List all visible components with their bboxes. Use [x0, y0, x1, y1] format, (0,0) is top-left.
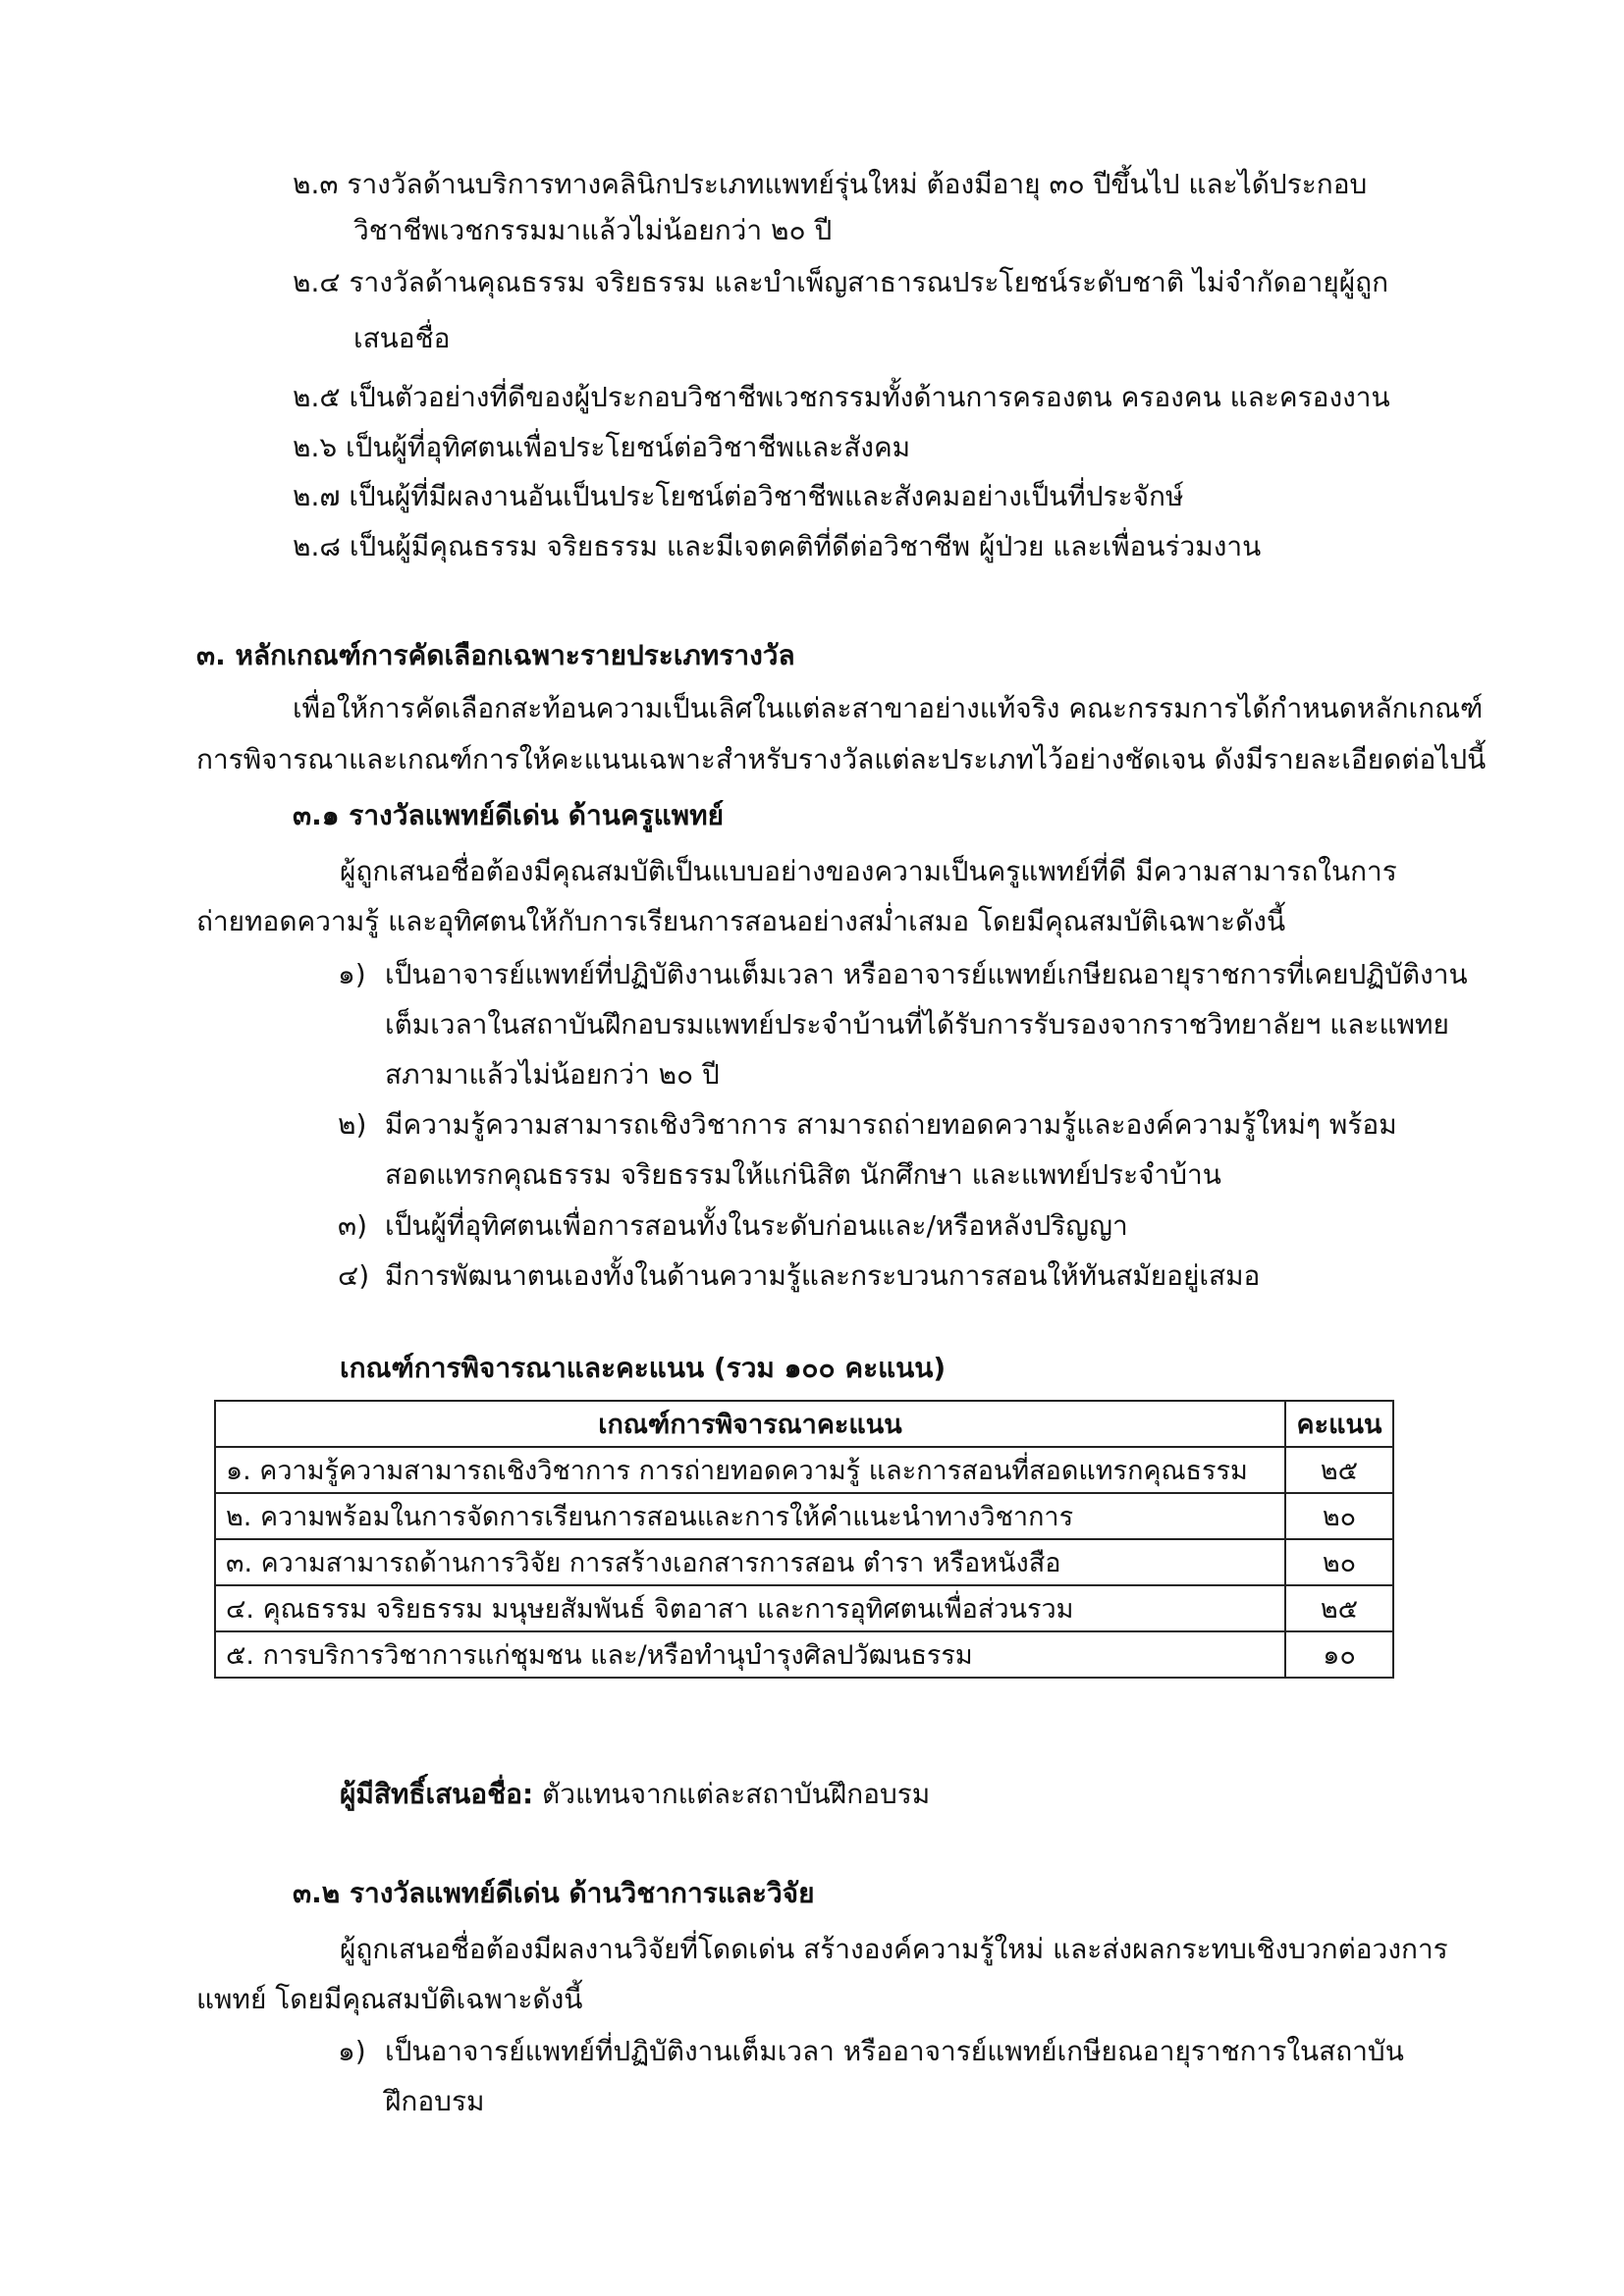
- award-3-2-qual-1-line-1: เป็นอาจารย์แพทย์ที่ปฏิบัติงานเต็มเวลา หรืออาจารย์แพทย์เกษียณอายุราชการในสถาบัน: [385, 2035, 1404, 2067]
- criteria-header: เกณฑ์การพิจารณาคะแนน: [215, 1401, 1285, 1447]
- table-row: [215, 1631, 1393, 1678]
- nominator-line: [340, 1775, 930, 1814]
- score-cell: ๒๕: [1285, 1447, 1393, 1493]
- criteria-cell: ๒. ความพร้อมในการจัดการเรียนการสอนและการให้คำแนะนำทางวิชาการ: [215, 1493, 1285, 1539]
- section-3-intro-line-2: การพิจารณาและเกณฑ์การให้คะแนนเฉพาะสำหรับรางวัลแต่ละประเภทไว้อย่างชัดเจน ดังมีรายละเอียดต่อไปนี้: [196, 743, 1487, 775]
- award-3-1-qual-3-line-1: เป็นผู้ที่อุทิศตนเพื่อการสอนทั้งในระดับก่อนและ/หรือหลังปริญญา: [385, 1209, 1128, 1242]
- award-3-2-heading: ๓.๒ รางวัลแพทย์ดีเด่น ด้านวิชาการและวิจัย: [293, 1877, 815, 1909]
- award-3-2-qual-1-line-2: ฝึกอบรม: [385, 2085, 485, 2117]
- score-header: คะแนน: [1285, 1401, 1393, 1447]
- award-3-1-desc-line-2: ถ่ายทอดความรู้ และอุทิศตนให้กับการเรียนการสอนอย่างสม่ำเสมอ โดยมีคุณสมบัติเฉพาะดังนี้: [196, 905, 1286, 937]
- table-row: [215, 1447, 1393, 1493]
- award-3-1-qual-2-number: ๒): [338, 1108, 367, 1141]
- table-row: [215, 1493, 1393, 1539]
- award-3-1-qual-3-number: ๓): [338, 1209, 368, 1242]
- criteria-cell: ๕. การบริการวิชาการแก่ชุมชน และ/หรือทำนุบำรุงศิลปวัฒนธรรม: [215, 1631, 1285, 1678]
- criteria-cell: ๑. ความรู้ความสามารถเชิงวิชาการ การถ่ายทอดความรู้ และการสอนที่สอดแทรกคุณธรรม: [215, 1447, 1285, 1493]
- award-3-1-criteria-title: เกณฑ์การพิจารณาและคะแนน (รวม ๑๐๐ คะแนน): [340, 1352, 947, 1384]
- award-3-1-desc-line-1: ผู้ถูกเสนอชื่อต้องมีคุณสมบัติเป็นแบบอย่างของความเป็นครูแพทย์ที่ดี มีความสามารถในการ: [340, 855, 1397, 887]
- award-3-2-desc-line-1: ผู้ถูกเสนอชื่อต้องมีผลงานวิจัยที่โดดเด่น สร้างองค์ความรู้ใหม่ และส่งผลกระทบเชิงบวกต่อวงการ: [340, 1933, 1448, 1965]
- eligibility-item-2-3: ๒.๓ รางวัลด้านบริการทางคลินิกประเภทแพทย์รุ่นใหม่ ต้องมีอายุ ๓๐ ปีขึ้นไป และได้ประกอบ: [293, 168, 1368, 200]
- section-3-heading: ๓. หลักเกณฑ์การคัดเลือกเฉพาะรายประเภทรางวัล: [196, 639, 795, 671]
- criteria-table: [214, 1400, 1394, 1679]
- eligibility-item-2-7: ๒.๗ เป็นผู้ที่มีผลงานอันเป็นประโยชน์ต่อวิชาชีพและสังคมอย่างเป็นที่ประจักษ์: [293, 480, 1184, 512]
- eligibility-item-2-5: ๒.๕ เป็นตัวอย่างที่ดีของผู้ประกอบวิชาชีพเวชกรรมทั้งด้านการครองตน ครองคน และครองงาน: [293, 381, 1390, 413]
- award-3-1-qual-2-line-1: มีความรู้ความสามารถเชิงวิชาการ สามารถถ่ายทอดความรู้และองค์ความรู้ใหม่ๆ พร้อม: [385, 1108, 1397, 1141]
- award-3-2-desc-line-2: แพทย์ โดยมีคุณสมบัติเฉพาะดังนี้: [196, 1983, 583, 2015]
- criteria-cell: ๔. คุณธรรม จริยธรรม มนุษยสัมพันธ์ จิตอาสา และการอุทิศตนเพื่อส่วนรวม: [215, 1585, 1285, 1631]
- score-cell: ๒๕: [1285, 1585, 1393, 1631]
- criteria-table-header-row: [215, 1401, 1393, 1447]
- nominator-value: ตัวแทนจากแต่ละสถาบันฝึกอบรม: [533, 1778, 931, 1810]
- nominator-label: ผู้มีสิทธิ์เสนอชื่อ:: [340, 1778, 534, 1810]
- table-row: [215, 1585, 1393, 1631]
- award-3-1-qual-4-line-1: มีการพัฒนาตนเองทั้งในด้านความรู้และกระบวนการสอนให้ทันสมัยอยู่เสมอ: [385, 1259, 1261, 1292]
- award-3-1-heading: ๓.๑ รางวัลแพทย์ดีเด่น ด้านครูแพทย์: [293, 799, 724, 831]
- award-3-2-qual-1-number: ๑): [338, 2035, 366, 2067]
- criteria-cell: ๓. ความสามารถด้านการวิจัย การสร้างเอกสารการสอน ตำรา หรือหนังสือ: [215, 1539, 1285, 1585]
- score-cell: ๒๐: [1285, 1493, 1393, 1539]
- section-3-intro-line-1: เพื่อให้การคัดเลือกสะท้อนความเป็นเลิศในแต่ละสาขาอย่างแท้จริง คณะกรรมการได้กำหนดหลักเกณฑ์: [293, 692, 1484, 724]
- eligibility-item-2-3-cont: วิชาชีพเวชกรรมมาแล้วไม่น้อยกว่า ๒๐ ปี: [353, 214, 833, 246]
- score-cell: ๑๐: [1285, 1631, 1393, 1678]
- eligibility-item-2-4: ๒.๔ รางวัลด้านคุณธรรม จริยธรรม และบำเพ็ญสาธารณประโยชน์ระดับชาติ ไม่จำกัดอายุผู้ถูก: [293, 266, 1389, 298]
- award-3-1-qual-2-line-2: สอดแทรกคุณธรรม จริยธรรมให้แก่นิสิต นักศึกษา และแพทย์ประจำบ้าน: [385, 1158, 1221, 1191]
- eligibility-item-2-4-cont: เสนอชื่อ: [353, 322, 451, 354]
- eligibility-item-2-6: ๒.๖ เป็นผู้ที่อุทิศตนเพื่อประโยชน์ต่อวิชาชีพและสังคม: [293, 431, 911, 463]
- eligibility-item-2-8: ๒.๘ เป็นผู้มีคุณธรรม จริยธรรม และมีเจตคติที่ดีต่อวิชาชีพ ผู้ป่วย และเพื่อนร่วมงาน: [293, 530, 1262, 562]
- score-cell: ๒๐: [1285, 1539, 1393, 1585]
- award-3-1-qual-4-number: ๔): [338, 1259, 370, 1292]
- award-3-1-qual-1-line-1: เป็นอาจารย์แพทย์ที่ปฏิบัติงานเต็มเวลา หรืออาจารย์แพทย์เกษียณอายุราชการที่เคยปฏิบัติงาน: [385, 958, 1468, 990]
- table-row: [215, 1539, 1393, 1585]
- award-3-1-qual-1-number: ๑): [338, 958, 366, 990]
- award-3-1-qual-1-line-3: สภามาแล้วไม่น้อยกว่า ๒๐ ปี: [385, 1058, 720, 1091]
- award-3-1-qual-1-line-2: เต็มเวลาในสถาบันฝึกอบรมแพทย์ประจำบ้านที่ได้รับการรับรองจากราชวิทยาลัยฯ และแพทย: [385, 1008, 1449, 1041]
